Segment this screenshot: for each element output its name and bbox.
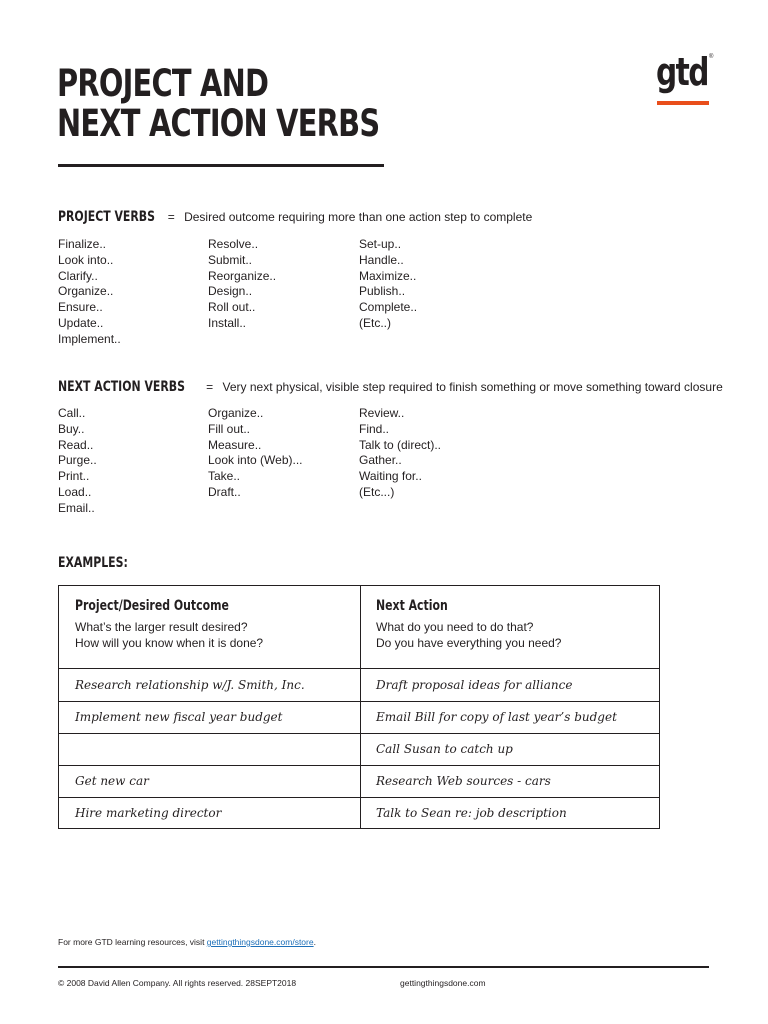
verb-item: Gather..	[359, 453, 402, 468]
verb-item: Read..	[58, 437, 94, 452]
gtd-logo-underline	[657, 101, 709, 105]
table-cell-next-action: Draft proposal ideas for alliance	[376, 678, 573, 692]
project-verbs-label: PROJECT VERBS	[58, 209, 156, 225]
gtd-logo	[656, 50, 716, 108]
verb-item: Submit..	[208, 252, 253, 267]
table-cell-next-action: Research Web sources - cars	[376, 774, 551, 788]
table-header-title: Next Action	[376, 598, 448, 614]
table-row-divider	[59, 797, 659, 798]
table-cell-project: Get new car	[75, 774, 149, 788]
verb-item: Organize..	[208, 406, 264, 420]
table-cell-project: Hire marketing director	[75, 806, 222, 820]
next-action-verbs-column-2	[208, 406, 303, 501]
examples-heading: EXAMPLES:	[58, 555, 128, 571]
table-cell-next-action: Email Bill for copy of last year’s budget	[376, 710, 617, 724]
project-verbs-column-1	[58, 237, 121, 348]
copyright-text: © 2008 David Allen Company. All rights reserved. 28SEPT2018	[58, 978, 297, 988]
verb-item: Waiting for..	[359, 469, 422, 484]
verb-item: Implement..	[58, 331, 121, 346]
page-title-line-1: PROJECT AND	[57, 62, 269, 105]
table-cell-project: Research relationship w/J. Smith, Inc.	[75, 678, 305, 692]
registered-mark: ®	[709, 54, 714, 60]
footer-note-text: For more GTD learning resources, visit	[58, 937, 207, 947]
table-column-divider	[360, 586, 361, 828]
verb-item: Take..	[208, 469, 241, 484]
project-verbs-definition: Desired outcome requiring more than one action step to complete	[184, 210, 533, 224]
verb-item: Buy..	[58, 421, 85, 436]
verb-item: Look into (Web)...	[208, 453, 303, 468]
verb-item: Find..	[359, 421, 390, 436]
verb-item: Organize..	[58, 284, 114, 299]
footer-divider	[58, 966, 709, 968]
verb-item: Complete..	[359, 300, 418, 315]
verb-item: Draft..	[208, 484, 241, 499]
footer-note-period: .	[313, 937, 316, 947]
project-verbs-column-3	[359, 237, 417, 332]
verb-item: Finalize..	[58, 237, 107, 251]
next-action-verbs-column-1	[58, 406, 97, 517]
verb-item: Set-up..	[359, 237, 402, 251]
next-action-verbs-label: NEXT ACTION VERBS	[58, 379, 185, 395]
verb-item: Purge..	[58, 453, 97, 468]
verb-item: Measure..	[208, 437, 262, 452]
page-title	[57, 64, 379, 144]
project-verbs-column-2	[208, 237, 276, 332]
verb-item: Load..	[58, 484, 92, 499]
project-verbs-heading	[58, 209, 532, 225]
project-verbs-equals: =	[167, 210, 175, 224]
table-row-divider	[59, 733, 659, 734]
next-action-verbs-equals: =	[206, 380, 214, 394]
verb-item: Design..	[208, 284, 253, 299]
table-header-question: What do you need to do that?	[376, 620, 534, 634]
verb-item: Reorganize..	[208, 268, 277, 283]
verb-item: (Etc...)	[359, 484, 395, 499]
verb-item: Resolve..	[208, 237, 259, 251]
table-cell-project: Implement new fiscal year budget	[75, 710, 283, 724]
verb-item: Roll out..	[208, 300, 256, 315]
table-header-question: What’s the larger result desired?	[75, 620, 248, 634]
table-cell-next-action: Call Susan to catch up	[376, 742, 513, 756]
verb-item: Publish..	[359, 284, 406, 299]
table-header-question: Do you have everything you need?	[376, 635, 562, 650]
table-cell-next-action: Talk to Sean re: job description	[376, 806, 567, 820]
table-header-title: Project/Desired Outcome	[75, 598, 229, 614]
table-header-project	[75, 598, 272, 651]
page-title-line-2: NEXT ACTION VERBS	[57, 102, 380, 145]
verb-item: Talk to (direct)..	[359, 437, 442, 452]
table-row-divider	[59, 701, 659, 702]
verb-item: Handle..	[359, 252, 404, 267]
verb-item: Clarify..	[58, 268, 98, 283]
next-action-verbs-definition: Very next physical, visible step required to finish something or move something toward closure	[222, 380, 723, 394]
verb-item: Print..	[58, 469, 90, 484]
verb-item: Email..	[58, 500, 95, 515]
verb-item: Call..	[58, 406, 86, 420]
verb-item: Install..	[208, 315, 247, 330]
verb-item: Fill out..	[208, 421, 251, 436]
table-row-divider	[59, 668, 659, 669]
verb-item: Update..	[58, 315, 104, 330]
footer-site-url: gettingthingsdone.com	[400, 978, 486, 988]
table-header-next-action	[376, 598, 561, 651]
title-divider	[58, 164, 384, 167]
verb-item: Maximize..	[359, 268, 417, 283]
footer-resources-note	[58, 937, 316, 947]
verb-item: Look into..	[58, 252, 114, 267]
next-action-verbs-column-3	[359, 406, 441, 501]
next-action-verbs-heading	[58, 379, 723, 395]
gtd-logo-text: gtd	[656, 50, 708, 94]
table-header-question: How will you know when it is done?	[75, 635, 264, 650]
examples-table	[58, 585, 660, 829]
table-row-divider	[59, 765, 659, 766]
store-link[interactable]: gettingthingsdone.com/store	[206, 937, 314, 947]
verb-item: Review..	[359, 406, 405, 420]
verb-item: Ensure..	[58, 300, 103, 315]
verb-item: (Etc..)	[359, 315, 391, 330]
